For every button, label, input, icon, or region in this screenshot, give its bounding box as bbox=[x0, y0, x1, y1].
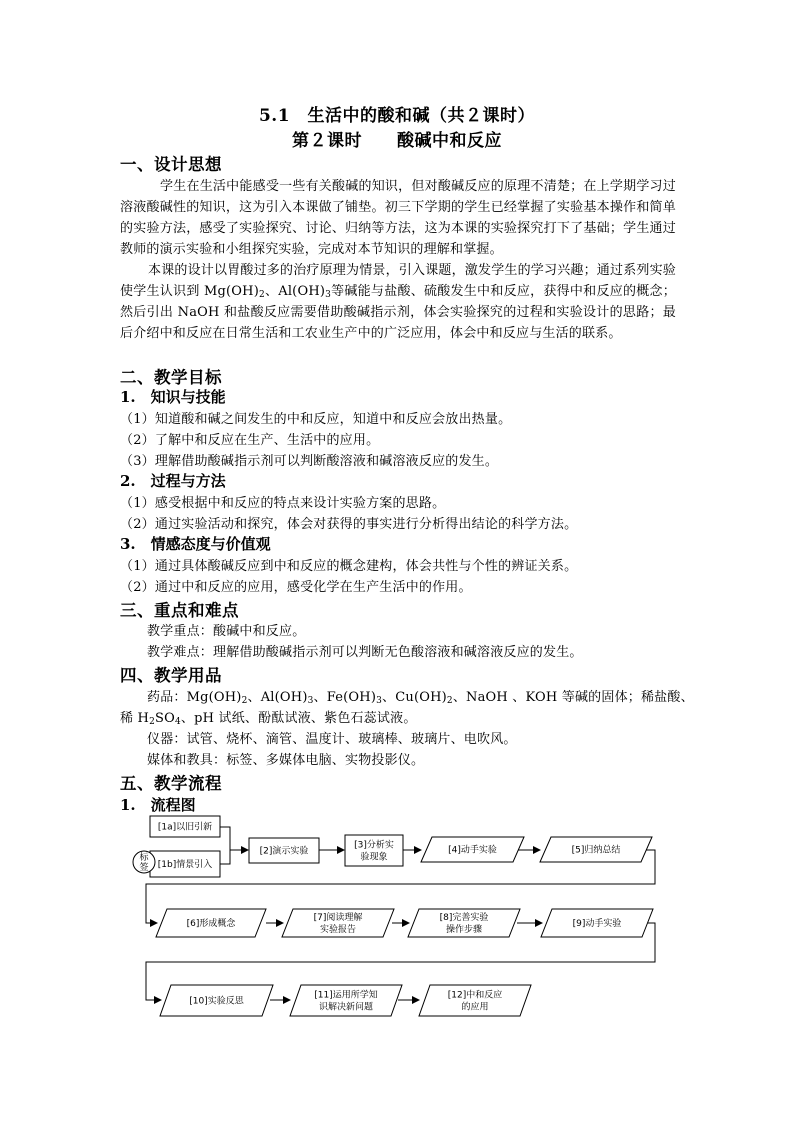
flow-node-label: [1b]情景引入 bbox=[157, 860, 213, 870]
materials-drugs-continued: 稀 $H_2SO_4$、pH 试纸、酚酞试液、紫色石蕊试液。 bbox=[120, 711, 417, 727]
flow-node-label: 操作步骤 bbox=[445, 925, 483, 935]
materials-drugs: 药品：$Mg(OH)_2$、$Al(OH)_3$、$Fe(OH)_3$、$Cu(OH)_2$、NaOH 、KOH 等碱的固体；稀盐酸、 bbox=[147, 690, 694, 706]
objective-item: （1）知道酸和碱之间发生的中和反应，知道中和反应会放出热量。 bbox=[120, 412, 512, 427]
design-paragraph-2: 本课的设计以胃酸过多的治疗原理为情景，引入课题，激发学生的学习兴趣；通过系列实验使学生认识到 $Mg(OH)_2$、$Al(OH)_3$等碱能与盐酸、硫酸发生中和反应，获得中和反应的概念；然后引出 NaOH 和盐酸反应需要借助酸碱指示剂，体会实验探究的过程和实验设计的思路；最后介绍中和反应在日常生活和工农业生产中的广泛应用，体会中和反应与生活的联系。 bbox=[120, 263, 677, 341]
flow-node-label: [7]阅读理解 bbox=[313, 913, 363, 923]
flow-node-3 bbox=[345, 835, 403, 866]
flow-node-5 bbox=[540, 837, 652, 862]
objective-item: （2）了解中和反应在生产、生活中的应用。 bbox=[120, 433, 380, 448]
objective-heading-attitude: 3. 情感态度与价值观 bbox=[120, 535, 271, 553]
flow-node-label: 验现象 bbox=[360, 852, 388, 863]
section-heading-design: 一、设计思想 bbox=[120, 155, 222, 174]
flow-node-10 bbox=[160, 985, 273, 1016]
objective-item: （3）理解借助酸碱指示剂可以判断酸溶液和碱溶液反应的发生。 bbox=[120, 454, 499, 469]
flow-heading: 1. 流程图 bbox=[120, 796, 196, 814]
flow-node-label: [1a]以旧引新 bbox=[157, 822, 213, 833]
objective-item: （1）通过具体酸碱反应到中和反应的概念建构，体会共性与个性的辨证关系。 bbox=[120, 559, 578, 574]
flow-bracket bbox=[220, 827, 230, 864]
materials-instruments: 仪器：试管、烧杯、滴管、温度计、玻璃棒、玻璃片、电吹风。 bbox=[147, 732, 517, 747]
objective-item: （2）通过中和反应的应用，感受化学在生产生活中的作用。 bbox=[120, 580, 472, 595]
flow-node-label: 的应用 bbox=[461, 1002, 489, 1013]
section-heading-process: 五、教学流程 bbox=[120, 774, 222, 793]
section-heading-key-points: 三、重点和难点 bbox=[120, 601, 239, 620]
flow-node-2 bbox=[249, 838, 319, 863]
flow-node-1a bbox=[150, 816, 220, 837]
flow-node-11 bbox=[290, 985, 402, 1016]
tag-character: 签 bbox=[139, 863, 149, 873]
key-point-focus: 教学重点：酸碱中和反应。 bbox=[147, 624, 306, 639]
flow-node-12 bbox=[419, 985, 531, 1016]
flow-node-label: [4]动手实验 bbox=[448, 845, 497, 856]
flow-node-label: [2]演示实验 bbox=[259, 846, 309, 857]
flow-node-4 bbox=[421, 837, 524, 862]
flow-node-label: 识解决新问题 bbox=[318, 1002, 374, 1013]
document-title: 5.1 生活中的酸和碱（共２课时） bbox=[258, 106, 536, 126]
objective-item: （2）通过实验活动和探究，体会对获得的事实进行分析得出结论的科学方法。 bbox=[120, 517, 578, 532]
flow-nodes bbox=[150, 816, 653, 1016]
flow-node-label: [6]形成概念 bbox=[186, 919, 236, 929]
flow-node-label: [10]实验反思 bbox=[189, 996, 244, 1007]
objective-heading-process: 2. 过程与方法 bbox=[120, 472, 226, 490]
flow-node-8 bbox=[408, 909, 520, 937]
section-heading-materials: 四、教学用品 bbox=[120, 666, 222, 685]
objective-heading-knowledge: 1. 知识与技能 bbox=[120, 388, 226, 406]
materials-media: 媒体和教具：标签、多媒体电脑、实物投影仪。 bbox=[147, 753, 425, 768]
tag-circle bbox=[133, 851, 155, 873]
flow-node-label: [11]运用所学知 bbox=[314, 990, 378, 1001]
tag-character: 标 bbox=[139, 853, 149, 863]
objective-item: （1）感受根据中和反应的特点来设计实验方案的思路。 bbox=[120, 496, 446, 511]
flow-tag-label bbox=[133, 851, 155, 873]
design-paragraph-1: 学生在生活中能感受一些有关酸碱的知识，但对酸碱反应的原理不清楚；在上学期学习过溶液酸碱性的知识，这为引入本课做了铺垫。初三下学期的学生已经掌握了实验基本操作和简单的实验方法，感受了实验探究、讨论、归纳等方法，这为本课的实验探究打下了基础；学生通过教师的演示实验和小组探究实验，完成对本节知识的理解和掌握。 bbox=[120, 179, 676, 257]
flow-node-label: [5]归纳总结 bbox=[571, 845, 621, 856]
flow-node-label: [3]分析实 bbox=[354, 840, 394, 851]
flow-node-label: 实验报告 bbox=[319, 925, 357, 935]
flow-node-7 bbox=[282, 909, 394, 937]
key-point-difficulty: 教学难点：理解借助酸碱指示剂可以判断无色酸溶液和碱溶液反应的发生。 bbox=[147, 645, 583, 660]
section-heading-objectives: 二、教学目标 bbox=[120, 368, 222, 387]
flow-node-label: [12]中和反应 bbox=[447, 990, 503, 1001]
flow-node-6 bbox=[156, 909, 266, 937]
flow-node-label: [9]动手实验 bbox=[572, 919, 622, 929]
flow-node-9 bbox=[541, 909, 653, 937]
flow-node-1b bbox=[150, 851, 220, 877]
document-subtitle: 第２课时 酸碱中和反应 bbox=[292, 131, 502, 151]
flow-node-label: [8]完善实验 bbox=[439, 913, 489, 923]
